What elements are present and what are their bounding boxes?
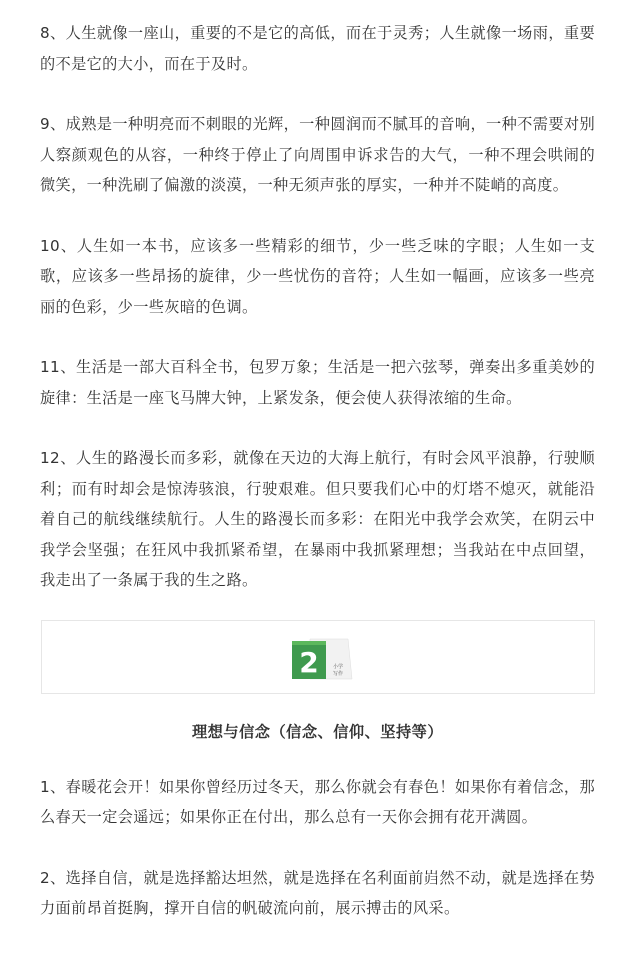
logo-caption-2: 写作 — [332, 670, 344, 677]
ideal-paragraph-2: 2、选择自信，就是选择豁达坦然，就是选择在名利面前岿然不动，就是选择在势力面前昂首挺胸，撑开自信的帆破流向前，展示搏击的风采。 — [40, 868, 595, 917]
paragraph-10: 10、人生如一本书，应该多一些精彩的细节，少一些乏味的字眼；人生如一支歌，应该多一些昂扬的旋律，少一些忧伤的音符；人生如一幅画，应该多一些亮丽的色彩，少一些灰暗的色调。 — [40, 236, 595, 316]
logo-caption-1: 小学 — [332, 663, 344, 670]
logo-divider — [41, 620, 595, 694]
logo-digit: 2 — [299, 645, 319, 679]
section-title: 理想与信念（信念、信仰、坚持等） — [192, 722, 443, 741]
paragraph-8: 8、人生就像一座山，重要的不是它的高低，而在于灵秀；人生就像一场雨，重要的不是它的大小，而在于及时。 — [40, 24, 595, 73]
paragraph-12: 12、人生的路漫长而多彩，就像在天边的大海上航行，有时会风平浪静，行驶顺利；而有时却会是惊涛骇浪，行驶艰难。但只要我们心中的灯塔不熄灭，就能沿着自己的航线继续航行。人生的路漫长而多彩：在阳光中我学会欢笑，在阴云中我学会坚强；在狂风中我抓紧希望，在暴雨中我抓紧理想；当我站在中点回望，我走出了一条属于我的生之路。 — [40, 449, 595, 589]
paragraph-11: 11、生活是一部大百科全书，包罗万象；生活是一把六弦琴，弹奏出多重美妙的旋律：生活是一座飞马牌大钟，上紧发条，便会使人获得浓缩的生命。 — [40, 358, 595, 407]
xiaoxue-xiezuo-logo — [290, 635, 354, 683]
paragraph-9: 9、成熟是一种明亮而不刺眼的光辉，一种圆润而不腻耳的音响，一种不需要对别人察颜观色的从容，一种终于停止了向周围申诉求告的大气，一种不理会哄闹的微笑，一种洗刷了偏激的淡漠，一种无须声张的厚实，一种并不陡峭的高度。 — [40, 115, 595, 194]
ideal-paragraph-1: 1、春暖花会开！如果你曾经历过冬天，那么你就会有春色！如果你有着信念，那么春天一定会遥远；如果你正在付出，那么总有一天你会拥有花开满圆。 — [40, 777, 595, 826]
